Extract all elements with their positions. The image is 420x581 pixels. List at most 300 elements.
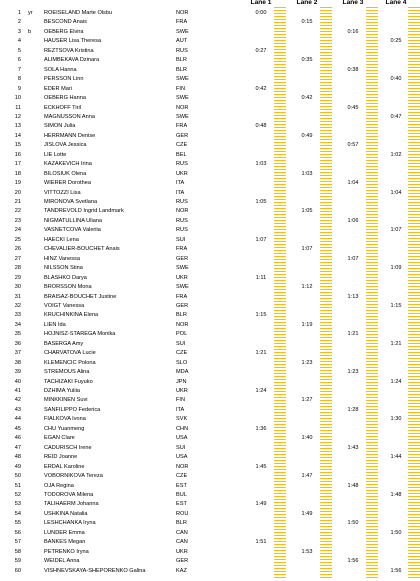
- athlete-name: PERSSON Linn: [44, 76, 84, 83]
- table-row: [0, 132, 420, 141]
- table-row: [0, 302, 420, 311]
- athlete-name: WEIDEL Anna: [44, 558, 80, 565]
- nation-code: MDA: [176, 369, 189, 376]
- start-number: 60: [14, 567, 21, 574]
- athlete-name: KRUCHINKINA Elena: [44, 312, 99, 319]
- lane-2-time: 1:12: [301, 284, 313, 291]
- start-number: 32: [14, 302, 21, 309]
- lane-2-time: 0:35: [301, 57, 313, 64]
- athlete-name: KAZAKEVICH Irina: [44, 161, 92, 168]
- lane-2-time: 1:07: [301, 246, 313, 253]
- table-row: [0, 245, 420, 254]
- nation-code: RUS: [176, 47, 188, 54]
- table-row: [0, 56, 420, 65]
- nation-code: SWE: [176, 284, 189, 291]
- table-row: [0, 9, 420, 18]
- lane-2-time: 1:27: [301, 397, 313, 404]
- nation-code: SVK: [176, 416, 188, 423]
- table-row: [0, 236, 420, 245]
- start-number: 53: [14, 501, 21, 508]
- lane-1-time: 0:42: [255, 85, 267, 92]
- nation-code: EST: [176, 482, 187, 489]
- nation-code: NOR: [176, 208, 189, 215]
- start-number: 52: [14, 491, 21, 498]
- athlete-name: VASNETCOVA Valeriia: [44, 227, 101, 234]
- lane-4-time: 1:02: [390, 151, 402, 158]
- nation-code: CAN: [176, 529, 188, 536]
- start-number: 4: [17, 38, 21, 45]
- athlete-name: CHARVATOVA Lucie: [44, 350, 96, 357]
- athlete-name: VISHNEVSKAYA-SHEPORENKO Galina: [44, 567, 146, 574]
- start-number: 18: [14, 170, 21, 177]
- start-number: 50: [14, 473, 21, 480]
- nation-code: UKR: [176, 274, 188, 281]
- start-number: 10: [14, 95, 21, 102]
- start-number: 7: [17, 66, 21, 73]
- table-row: [0, 255, 420, 264]
- athlete-name: VOIGT Vanessa: [44, 302, 85, 309]
- nation-code: SUI: [176, 236, 186, 243]
- athlete-name: REZTSOVA Kristina: [44, 47, 94, 54]
- nation-code: UKR: [176, 548, 188, 555]
- table-row: [0, 198, 420, 207]
- table-row: [0, 37, 420, 46]
- nation-code: SUI: [176, 444, 186, 451]
- start-number: 49: [14, 463, 21, 470]
- table-row: [0, 415, 420, 424]
- table-row: [0, 453, 420, 462]
- table-row: [0, 311, 420, 320]
- lane-2-time: 1:03: [301, 170, 313, 177]
- lane-3-time: 1:23: [347, 369, 359, 376]
- athlete-name: HERRMANN Denise: [44, 132, 96, 139]
- nation-code: CZE: [176, 142, 188, 149]
- lane-2-time: 1:40: [301, 435, 313, 442]
- table-row: [0, 151, 420, 160]
- lane-1-header: Lane 1: [250, 0, 272, 6]
- nation-code: BEL: [176, 151, 187, 158]
- start-number: 28: [14, 265, 21, 272]
- nation-code: AUT: [176, 38, 188, 45]
- start-number: 35: [14, 331, 21, 338]
- athlete-name: SOLA Hanna: [44, 66, 77, 73]
- nation-code: GER: [176, 255, 189, 262]
- nation-code: SWE: [176, 113, 189, 120]
- lane-4-time: 1:09: [390, 265, 402, 272]
- start-number: 21: [14, 199, 21, 205]
- table-row: [0, 491, 420, 500]
- table-row: [0, 330, 420, 339]
- start-number: 36: [14, 340, 21, 347]
- start-number: 27: [14, 255, 21, 262]
- nation-code: USA: [176, 454, 188, 461]
- table-row: [0, 179, 420, 188]
- start-number: 14: [14, 132, 21, 139]
- lane-3-header: Lane 3: [342, 0, 364, 6]
- athlete-name: MINKKINEN Suvi: [44, 397, 88, 404]
- lane-2-time: 0:49: [301, 132, 313, 139]
- lane-4-time: 1:15: [390, 302, 402, 309]
- table-row: [0, 434, 420, 443]
- lane-4-time: 1:30: [390, 416, 402, 423]
- lane-2-time: 1:47: [301, 473, 313, 480]
- lane-4-time: 1:50: [390, 529, 402, 536]
- start-number: 45: [14, 425, 21, 432]
- lane-1-time: 1:49: [255, 501, 267, 508]
- lane-1-time: 0:00: [255, 10, 267, 16]
- lane-1-time: 1:11: [255, 274, 267, 281]
- table-row: [0, 538, 420, 547]
- table-row: [0, 264, 420, 273]
- table-row: [0, 482, 420, 491]
- lane-3-time: 0:38: [347, 66, 359, 73]
- table-row: [0, 283, 420, 292]
- lane-4-time: 1:44: [390, 454, 402, 461]
- athlete-name: MAGNUSSON Anna: [44, 113, 95, 120]
- athlete-name: BRORSSON Mona: [44, 284, 92, 291]
- athlete-name: JISLOVA Jessica: [44, 142, 87, 149]
- start-number: 39: [14, 369, 21, 376]
- start-number: 23: [14, 217, 21, 224]
- athlete-name: EGAN Clare: [44, 435, 75, 442]
- athlete-name: NIGMATULLINA Uliana: [44, 217, 103, 224]
- athlete-name: PETRENKO Iryna: [44, 548, 89, 555]
- start-number: 33: [14, 312, 21, 319]
- start-number: 56: [14, 529, 21, 536]
- nation-code: FRA: [176, 246, 188, 253]
- lane-1-time: 1:51: [255, 539, 267, 546]
- lane-1-time: 0:48: [255, 123, 267, 130]
- nation-code: ROU: [176, 510, 189, 517]
- start-number: 6: [17, 57, 21, 64]
- nation-code: GER: [176, 132, 189, 139]
- athlete-name: WIERER Dorothea: [44, 180, 91, 187]
- nation-code: SWE: [176, 265, 189, 272]
- start-number: 42: [14, 397, 21, 404]
- athlete-name: VITTOZZI Lisa: [44, 189, 81, 196]
- table-row: [0, 519, 420, 528]
- nation-code: SUI: [176, 340, 186, 347]
- table-row: [0, 85, 420, 94]
- table-row: [0, 226, 420, 235]
- start-number: 29: [14, 274, 21, 281]
- nation-code: FIN: [176, 85, 186, 92]
- table-row: [0, 359, 420, 368]
- athlete-name: FIALKOVA Ivona: [44, 416, 86, 423]
- lane-4-time: 0:25: [390, 38, 402, 45]
- lane-3-time: 1:48: [347, 482, 359, 489]
- table-row: [0, 104, 420, 113]
- lane-2-time: 1:49: [301, 510, 313, 517]
- table-row: [0, 321, 420, 330]
- start-number: 34: [14, 321, 21, 328]
- lane-3-time: 0:57: [347, 142, 359, 149]
- start-number: 43: [14, 406, 21, 413]
- start-number: 37: [14, 350, 21, 357]
- lane-4-time: 0:47: [390, 113, 402, 120]
- athlete-name: BASERGA Amy: [44, 340, 84, 347]
- nation-code: KAZ: [176, 567, 187, 574]
- athlete-name: LESHCHANKA Iryna: [44, 520, 96, 527]
- lane-4-time: 1:04: [390, 189, 402, 196]
- nation-code: FRA: [176, 19, 188, 26]
- athlete-name: ERDAL Karoline: [44, 463, 85, 470]
- lane-2-time: 1:53: [301, 548, 313, 555]
- table-row: [0, 500, 420, 509]
- nation-code: NOR: [176, 104, 189, 111]
- start-number: 57: [14, 539, 21, 546]
- table-row: [0, 557, 420, 566]
- athlete-name: TANDREVOLD Ingrid Landmark: [44, 208, 124, 215]
- start-number: 55: [14, 520, 21, 527]
- lane-3-time: 1:28: [347, 406, 359, 413]
- nation-code: SWE: [176, 95, 189, 102]
- nation-code: RUS: [176, 199, 188, 205]
- start-number: 17: [14, 161, 21, 168]
- table-row: [0, 349, 420, 358]
- athlete-name: CADURISCH Irene: [44, 444, 92, 451]
- table-row: [0, 170, 420, 179]
- start-number: 59: [14, 558, 21, 565]
- table-row: [0, 160, 420, 169]
- nation-code: USA: [176, 435, 188, 442]
- lane-1-time: 0:27: [255, 47, 267, 54]
- start-number: 12: [14, 113, 21, 120]
- lane-4-time: 1:24: [390, 378, 402, 385]
- lane-4-header: Lane 4: [385, 0, 407, 6]
- lane-3-time: 1:06: [347, 217, 359, 224]
- athlete-name: HAUSER Lisa Theresa: [44, 38, 102, 45]
- nation-code: CHN: [176, 425, 189, 432]
- lane-3-time: 1:07: [347, 255, 359, 262]
- table-row: [0, 548, 420, 557]
- athlete-name: HAECKI Lena: [44, 236, 79, 243]
- lane-1-time: 1:45: [255, 463, 267, 470]
- table-row: [0, 387, 420, 396]
- start-number: 16: [14, 151, 21, 158]
- lane-4-time: 1:56: [390, 567, 402, 574]
- athlete-name: HOJNISZ-STAREGA Monika: [44, 331, 116, 338]
- lane-2-time: 1:19: [301, 321, 313, 328]
- table-row: [0, 396, 420, 405]
- lane-1-time: 1:03: [255, 161, 267, 168]
- athlete-name: BANKES Megan: [44, 539, 86, 546]
- athlete-name: TODOROVA Milena: [44, 491, 94, 498]
- lane-1-time: 1:07: [255, 236, 267, 243]
- lane-3-time: 0:45: [347, 104, 359, 111]
- athlete-name: NILSSON Stina: [44, 265, 83, 272]
- nation-code: RUS: [176, 227, 188, 234]
- nation-code: BLR: [176, 312, 187, 319]
- start-number: 24: [14, 227, 21, 234]
- nation-code: CAN: [176, 539, 188, 546]
- lane-4-time: 1:48: [390, 491, 402, 498]
- start-number: 1: [17, 10, 21, 16]
- row-flag: yr: [28, 10, 33, 16]
- lane-3-time: 1:50: [347, 520, 359, 527]
- table-row: [0, 368, 420, 377]
- athlete-name: BILOSIUK Olena: [44, 170, 87, 177]
- athlete-name: DZHIMA Yuliia: [44, 388, 80, 394]
- lane-4-time: 0:40: [390, 76, 402, 83]
- athlete-name: SANFILIPPO Federica: [44, 406, 101, 413]
- athlete-name: ROEISELAND Marte Olsbu: [44, 10, 113, 16]
- table-row: [0, 378, 420, 387]
- nation-code: RUS: [176, 161, 188, 168]
- table-row: [0, 141, 420, 150]
- lane-4-time: 1:07: [390, 227, 402, 234]
- start-number: 8: [17, 76, 21, 83]
- nation-code: BLR: [176, 57, 187, 64]
- nation-code: FRA: [176, 123, 188, 130]
- start-number: 9: [17, 85, 21, 92]
- start-number: 44: [14, 416, 21, 423]
- start-number: 30: [14, 284, 21, 291]
- athlete-name: CHEVALIER-BOUCHET Anais: [44, 246, 120, 253]
- nation-code: GER: [176, 302, 189, 309]
- nation-code: NOR: [176, 321, 189, 328]
- start-number: 3: [17, 28, 21, 35]
- athlete-name: REID Joanne: [44, 454, 78, 461]
- nation-code: JPN: [176, 378, 187, 385]
- athlete-name: BRAISAZ-BOUCHET Justine: [44, 293, 117, 300]
- lane-3-time: 1:13: [347, 293, 359, 300]
- table-row: [0, 94, 420, 103]
- nation-code: NOR: [176, 463, 189, 470]
- nation-code: SWE: [176, 28, 189, 35]
- lane-4-time: 1:21: [390, 340, 402, 347]
- table-row: [0, 18, 420, 27]
- table-row: [0, 47, 420, 56]
- lane-3-time: 0:16: [347, 28, 359, 35]
- nation-code: SWE: [176, 76, 189, 83]
- start-number: 2: [17, 19, 21, 26]
- start-number: 25: [14, 236, 21, 243]
- lane-3-time: 1:21: [347, 331, 359, 338]
- start-number: 11: [15, 104, 21, 111]
- lane-1-time: 1:15: [255, 312, 267, 319]
- nation-code: BLR: [176, 520, 187, 527]
- lane-1-time: 1:36: [255, 425, 267, 432]
- lane-2-header: Lane 2: [296, 0, 318, 6]
- start-number: 47: [14, 444, 21, 451]
- start-number: 31: [14, 293, 21, 300]
- start-number: 41: [14, 388, 21, 394]
- lane-2-time: 0:15: [301, 19, 313, 26]
- start-number: 38: [14, 359, 21, 366]
- nation-code: RUS: [176, 217, 188, 224]
- nation-code: CZE: [176, 473, 188, 480]
- table-row: [0, 66, 420, 75]
- table-row: [0, 113, 420, 122]
- nation-code: GER: [176, 558, 189, 565]
- athlete-name: TACHIZAKI Fuyuko: [44, 378, 93, 385]
- athlete-name: TALIHAERM Johanna: [44, 501, 99, 508]
- athlete-name: BLASHKO Darya: [44, 274, 87, 281]
- start-number: 5: [17, 47, 21, 54]
- athlete-name: CHU Yuanmeng: [44, 425, 85, 432]
- table-row: [0, 567, 420, 576]
- athlete-name: MIRONOVA Svetlana: [44, 199, 98, 205]
- lane-3-time: 1:56: [347, 558, 359, 565]
- athlete-name: SIMON Julia: [44, 123, 76, 130]
- table-row: [0, 28, 420, 37]
- nation-code: SLO: [176, 359, 188, 366]
- athlete-name: OEBERG Elvira: [44, 28, 84, 35]
- nation-code: NOR: [176, 10, 189, 16]
- table-row: [0, 122, 420, 131]
- athlete-name: OJA Regina: [44, 482, 74, 489]
- row-flag: b: [28, 28, 32, 35]
- table-row: [0, 472, 420, 481]
- athlete-name: EDER Mari: [44, 85, 72, 92]
- athlete-name: ALIMBEKAVA Dzinara: [44, 57, 100, 64]
- table-row: [0, 340, 420, 349]
- start-number: 51: [14, 482, 21, 489]
- nation-code: FRA: [176, 293, 188, 300]
- start-number: 20: [14, 189, 21, 196]
- nation-code: FIN: [176, 397, 186, 404]
- nation-code: UKR: [176, 170, 188, 177]
- nation-code: EST: [176, 501, 187, 508]
- athlete-name: LIE Lotte: [44, 151, 67, 158]
- athlete-name: VOBORNIKOVA Tereza: [44, 473, 103, 480]
- start-number: 54: [14, 510, 21, 517]
- nation-code: ITA: [176, 180, 185, 187]
- athlete-name: KLEMENCIC Polona: [44, 359, 96, 366]
- athlete-name: STREMOUS Alina: [44, 369, 90, 376]
- nation-code: CZE: [176, 350, 188, 357]
- table-row: [0, 425, 420, 434]
- athlete-name: ECKHOFF Tiril: [44, 104, 81, 111]
- lane-1-time: 1:05: [255, 199, 267, 205]
- start-number: 22: [14, 208, 21, 215]
- lane-3-time: 1:43: [347, 444, 359, 451]
- start-number: 48: [14, 454, 21, 461]
- start-number: 58: [14, 548, 21, 555]
- table-row: [0, 444, 420, 453]
- table-row: [0, 217, 420, 226]
- table-row: [0, 529, 420, 538]
- nation-code: POL: [176, 331, 188, 338]
- athlete-name: LUNDER Emma: [44, 529, 85, 536]
- nation-code: ITA: [176, 189, 185, 196]
- table-row: [0, 510, 420, 519]
- nation-code: BLR: [176, 66, 187, 73]
- table-row: [0, 293, 420, 302]
- start-number: 19: [14, 180, 21, 187]
- table-row: [0, 207, 420, 216]
- athlete-name: HINZ Vanessa: [44, 255, 80, 262]
- table-row: [0, 75, 420, 84]
- lane-1-time: 1:24: [255, 388, 267, 394]
- table-row: [0, 274, 420, 283]
- lane-1-time: 1:21: [255, 350, 267, 357]
- start-number: 15: [14, 142, 21, 149]
- lane-2-time: 0:42: [301, 95, 313, 102]
- table-row: [0, 463, 420, 472]
- lane-2-time: 1:23: [301, 359, 313, 366]
- start-number: 13: [14, 123, 21, 130]
- lane-3-time: 1:04: [347, 180, 359, 187]
- athlete-name: LIEN Ida: [44, 321, 66, 328]
- start-number: 46: [14, 435, 21, 442]
- athlete-name: USHKINA Natalia: [44, 510, 88, 517]
- start-number: 40: [14, 378, 21, 385]
- table-row: [0, 406, 420, 415]
- nation-code: BUL: [176, 491, 187, 498]
- nation-code: UKR: [176, 388, 188, 394]
